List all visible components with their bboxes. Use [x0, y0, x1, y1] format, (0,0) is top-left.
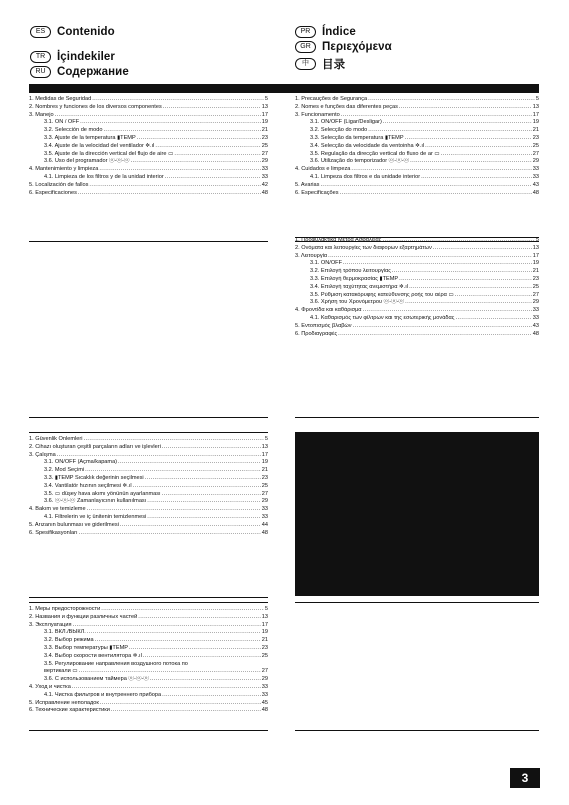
- toc-leader-dots: [328, 253, 532, 261]
- toc-entry-title: 1. Medidas de Seguridad: [29, 96, 92, 102]
- toc-leader-dots: [145, 475, 261, 483]
- empty-block-left: [29, 253, 268, 418]
- toc-entry-title: 1. Precauções de Segurança: [295, 96, 368, 102]
- toc-entry-title: 4.1. Limpeza dos filtros e da unidade interior: [310, 173, 421, 180]
- toc-entry: [29, 444, 268, 452]
- toc-entry-page: 27: [532, 291, 539, 298]
- toc-entry-title: 2. Nomes e funções das diferentes peças: [295, 103, 398, 110]
- toc-entry-page: 5: [264, 436, 268, 442]
- toc-entry-page: 25: [261, 142, 268, 149]
- toc-entry-title: 3. Funcionamento: [295, 111, 340, 118]
- toc-entry-title: 3.3. Selecção da temperatura ▮TEMP: [310, 134, 404, 141]
- toc-entry-page: 5: [535, 237, 539, 243]
- toc-entry-page: 21: [532, 127, 539, 134]
- toc-entry: [295, 331, 539, 339]
- toc-entry-title: 5. Localización de fallos: [29, 181, 89, 188]
- toc-entry-title: 3.3. Выбор температуры ▮TEMP: [44, 644, 128, 651]
- toc-entry-title: 3.1. ON / OFF: [44, 119, 80, 126]
- toc-leader-dots: [78, 190, 261, 198]
- toc-leader-dots: [368, 96, 535, 104]
- toc-entry: [29, 166, 268, 174]
- toc-leader-dots: [338, 331, 532, 339]
- toc-entry: [295, 260, 539, 268]
- toc-leader-dots: [162, 692, 261, 700]
- toc-leader-dots: [131, 158, 261, 166]
- toc-entry-page: 33: [261, 506, 268, 513]
- toc-entry-title: 3.4. Επιλογή ταχύτητας ανεμιστήρα ✲.ıl: [310, 283, 409, 290]
- toc-entry: [295, 182, 539, 190]
- toc-entry-title: 6. Технические характеристики: [29, 707, 110, 714]
- toc-entry-page: 27: [261, 150, 268, 157]
- toc-entry-page: 19: [261, 459, 268, 466]
- toc-leader-dots: [409, 284, 532, 292]
- toc-entry-title: 4.1. Чистка фильтров и внутреннего прибора: [44, 691, 162, 698]
- toc-leader-dots: [129, 645, 261, 653]
- toc-entry-page: 5: [264, 606, 268, 612]
- toc-leader-dots: [72, 684, 261, 692]
- toc-entry: [29, 637, 268, 645]
- toc-entry-title: 3.4. Selecção da velocidade da ventoinha ✲.ıl: [310, 142, 425, 149]
- toc-entry: [295, 253, 539, 261]
- toc-entry-page: 25: [261, 652, 268, 659]
- toc-leader-dots: [162, 491, 261, 499]
- toc-leader-dots: [89, 182, 260, 190]
- toc-leader-dots: [392, 268, 532, 276]
- toc-entry-title: 4.1. Καθαρισμός των φίλτρων και της εσωτερικής μονάδας: [310, 314, 455, 321]
- toc-entry-title: 3.3. Επιλογή θερμοκρασίας ▮TEMP: [310, 275, 399, 282]
- toc-entry-title: 3.2. Mod Seçimi: [44, 467, 85, 474]
- toc-entry: [295, 315, 539, 323]
- page-number: 3: [510, 768, 540, 788]
- toc-entry-page: 19: [532, 119, 539, 126]
- toc-es: [29, 96, 268, 242]
- toc-entry-page: 23: [532, 275, 539, 282]
- toc-entry-page: 48: [261, 707, 268, 714]
- toc-entry: [29, 104, 268, 112]
- toc-entry-title: 2. Cihazı oluşturan çeşitli parçaların adları ve işlevleri: [29, 443, 161, 450]
- header-divider-bar: [29, 84, 539, 93]
- toc-entry-page: 23: [261, 644, 268, 651]
- toc-entry-title: 4. Cuidados e limpeza: [295, 166, 351, 173]
- toc-entry: [29, 606, 268, 614]
- toc-entry-title: 3.6. Uso del programador ⓞ-ⓞ-ⓞ: [44, 158, 130, 165]
- toc-entry: [295, 119, 539, 127]
- toc-entry: [29, 174, 268, 182]
- toc-entry: [29, 459, 268, 467]
- toc-leader-dots: [99, 166, 260, 174]
- toc-leader-dots: [165, 174, 261, 182]
- toc-leader-dots: [118, 459, 261, 467]
- toc-entry-page: 29: [261, 498, 268, 505]
- toc-entry-page: 19: [532, 260, 539, 267]
- toc-leader-dots: [382, 237, 534, 245]
- toc-leader-dots: [405, 299, 532, 307]
- toc-leader-dots: [120, 522, 261, 530]
- toc-entry: [295, 127, 539, 135]
- toc-entry: [295, 143, 539, 151]
- toc-entry-page: 43: [532, 181, 539, 188]
- toc-entry-page: 27: [261, 490, 268, 497]
- toc-entry: [295, 292, 539, 300]
- toc-leader-dots: [320, 182, 531, 190]
- toc-leader-dots: [80, 119, 261, 127]
- toc-leader-dots: [353, 323, 532, 331]
- toc-entry: [295, 104, 539, 112]
- toc-entry-page: 23: [532, 134, 539, 141]
- toc-entry-title: 3.2. Выбор режима: [44, 637, 94, 644]
- toc-entry-title: 6. Especificaciones: [29, 189, 77, 196]
- toc-leader-dots: [410, 158, 532, 166]
- toc-entry-page: 5: [535, 96, 539, 102]
- toc-entry-page: 17: [532, 111, 539, 118]
- toc-entry-page: 43: [532, 322, 539, 329]
- toc-entry-page: 13: [532, 244, 539, 251]
- toc-entry: [295, 323, 539, 331]
- header-ru: [30, 66, 129, 78]
- toc-entry: [29, 127, 268, 135]
- toc-entry-page: 13: [261, 103, 268, 110]
- toc-entry: [29, 653, 268, 661]
- language-badge-gr: GR: [295, 41, 316, 53]
- toc-entry-page: 48: [261, 529, 268, 536]
- toc-entry: [29, 143, 268, 151]
- header-ch: [295, 56, 345, 72]
- toc-entry-title: 3.6. С использованием таймера ⓞ-ⓞ-ⓞ: [44, 676, 149, 683]
- toc-entry: [29, 622, 268, 630]
- toc-entry: [295, 96, 539, 104]
- toc-entry-title: 4. Bakım ve temizleme: [29, 506, 86, 513]
- toc-leader-dots: [85, 467, 261, 475]
- toc-entry: [29, 467, 268, 475]
- toc-entry-page: 45: [261, 699, 268, 706]
- toc-entry-page: 48: [261, 189, 268, 196]
- toc-leader-dots: [133, 483, 261, 491]
- toc-leader-dots: [147, 498, 260, 506]
- toc-entry: [295, 135, 539, 143]
- toc-entry-title: 1. Προφυλακτικά Μέτρα Ασφαλείας: [295, 237, 382, 243]
- header-gr: [295, 41, 392, 53]
- toc-entry: [29, 135, 268, 143]
- toc-entry-title: 2. Названия и функции различных частей: [29, 613, 138, 620]
- toc-entry: [29, 190, 268, 198]
- toc-entry: [295, 237, 539, 245]
- toc-entry-page: 21: [261, 127, 268, 134]
- toc-entry-title: 3. Λειτουργία: [295, 252, 328, 259]
- toc-entry: [29, 182, 268, 190]
- language-badge-ch: 中: [295, 58, 316, 70]
- toc-leader-dots: [441, 151, 532, 159]
- toc-entry-page: 21: [532, 268, 539, 275]
- toc-entry-page: 21: [261, 467, 268, 474]
- toc-leader-dots: [147, 514, 260, 522]
- toc-entry-title: 3. Manejo: [29, 111, 54, 118]
- toc-leader-dots: [87, 506, 261, 514]
- toc-entry-title: 3.3. ▮TEMP Sıcaklık değerinin seçilmesi: [44, 474, 144, 481]
- toc-entry-title: 3.6. Utilização do temporizador ⓞ-ⓞ-ⓞ: [310, 158, 410, 165]
- toc-leader-dots: [100, 700, 261, 708]
- toc-entry-title: 1. Güvenlik Önlemleri: [29, 436, 83, 442]
- toc-entry: [29, 491, 268, 499]
- toc-leader-dots: [455, 315, 531, 323]
- toc-leader-dots: [143, 653, 261, 661]
- toc-entry-title: вертикали ▭: [44, 668, 78, 675]
- toc-entry: [29, 692, 268, 700]
- toc-entry-title: 3.2. Επιλογή τρόπου λειτουργίας: [310, 268, 391, 275]
- toc-entry-title: 3.1. ON/OFF (Ligar/Desligar): [310, 119, 382, 126]
- toc-entry: [29, 96, 268, 104]
- toc-entry-page: 13: [261, 613, 268, 620]
- toc-entry-title: 4. Уход и чистка: [29, 683, 71, 690]
- toc-entry-page: 23: [261, 134, 268, 141]
- toc-entry: [29, 661, 268, 669]
- toc-entry: [295, 284, 539, 292]
- language-badge-es: ES: [30, 26, 51, 38]
- toc-entry: [29, 668, 268, 676]
- toc-entry: [29, 119, 268, 127]
- toc-entry: [295, 158, 539, 166]
- toc-entry-title: 3. Эксплуатация: [29, 621, 72, 628]
- toc-entry-title: 3.4. Vantilatör hızının seçilmesi ✲.ıl: [44, 482, 132, 489]
- toc-entry-page: 17: [261, 111, 268, 118]
- toc-entry-page: 17: [532, 252, 539, 259]
- toc-entry-page: 19: [261, 119, 268, 126]
- toc-entry-title: 3.5. Ρύθμιση κατακόρυφης κατεύθυνσης ροής του αέρα ▭: [310, 291, 454, 298]
- toc-entry-page: 27: [261, 668, 268, 675]
- toc-entry-title: 3.1. ВКЛ./ВЫКЛ.: [44, 629, 86, 636]
- toc-entry: [295, 268, 539, 276]
- toc-leader-dots: [95, 637, 261, 645]
- toc-gr-wrap: [295, 237, 539, 418]
- toc-entry: [295, 174, 539, 182]
- toc-leader-dots: [162, 444, 261, 452]
- toc-entry-title: 4. Φροντίδα και καθάρισμα: [295, 307, 362, 314]
- gr-top-rule: [295, 237, 539, 238]
- toc-entry: [295, 190, 539, 198]
- toc-leader-dots: [455, 292, 532, 300]
- toc-leader-dots: [368, 127, 532, 135]
- toc-entry-title: 3.6. Χρήση του Χρονόμετρου ⓞ-ⓞ-ⓞ: [310, 299, 405, 306]
- toc-leader-dots: [399, 276, 532, 284]
- toc-leader-dots: [433, 245, 532, 253]
- language-badge-pr: PR: [295, 26, 316, 38]
- toc-entry-title: 3.1. ON/OFF: [310, 260, 343, 267]
- toc-entry-title: 3.2. Selecção do modo: [310, 127, 368, 134]
- toc-entry-page: 33: [261, 173, 268, 180]
- toc-entry-page: 25: [261, 482, 268, 489]
- title-ch: 目录: [322, 59, 346, 71]
- toc-leader-dots: [343, 260, 532, 268]
- toc-entry-page: 17: [261, 621, 268, 628]
- toc-leader-dots: [73, 622, 261, 630]
- toc-entry: [295, 245, 539, 253]
- toc-entry-title: 3.6. ⓞ-ⓞ-ⓞ Zamanlayıcının kullanılması: [44, 498, 147, 505]
- toc-entry-page: 33: [532, 173, 539, 180]
- toc-leader-dots: [174, 151, 260, 159]
- toc-entry-title: 4. Mantenimiento y limpieza: [29, 166, 99, 173]
- title-es: Contenido: [57, 26, 115, 38]
- toc-entry-title: 3.4. Ajuste de la velocidad del ventilador ✲.ıl: [44, 142, 155, 149]
- toc-leader-dots: [155, 143, 260, 151]
- toc-entry-page: 21: [261, 637, 268, 644]
- toc-entry-page: 33: [261, 166, 268, 173]
- toc-entry-title: 4.1. Limpieza de los filtros y de la unidad interior: [44, 173, 164, 180]
- toc-leader-dots: [79, 668, 261, 676]
- toc-entry-page: 19: [261, 629, 268, 636]
- toc-leader-dots: [363, 307, 532, 315]
- toc-entry-title: 2. Ονόματα και λειτουργίες των διαφορων εξαρτημάτων: [295, 244, 432, 251]
- toc-leader-dots: [83, 436, 263, 444]
- title-pr: Índice: [322, 26, 356, 38]
- toc-entry: [295, 151, 539, 159]
- toc-entry-title: 2. Nombres y funciones de los diversos componentes: [29, 103, 162, 110]
- toc-entry: [29, 700, 268, 708]
- toc-entry-title: 3.4. Выбор скорости вентилятора ✲.ıl: [44, 652, 142, 659]
- toc-entry-title: 3.1. ON/OFF (Açma/kapama): [44, 459, 118, 466]
- title-tr: İçindekiler: [57, 51, 115, 63]
- black-block: [295, 432, 539, 596]
- toc-entry: [29, 158, 268, 166]
- title-ru: Содержание: [57, 66, 129, 78]
- toc-entry-page: 48: [532, 330, 539, 337]
- toc-entry: [29, 452, 268, 460]
- toc-entry: [29, 530, 268, 538]
- toc-entry-title: 3.5. Ajuste de la dirección vertical del flujo de aire ▭: [44, 150, 174, 157]
- toc-entry-page: 33: [532, 166, 539, 173]
- toc-leader-dots: [101, 606, 264, 614]
- toc-entry-title: 3.5. ▭ düşey hava akımı yönünün ayarlanması: [44, 490, 161, 497]
- toc-entry-title: 1. Меры предосторожности: [29, 606, 101, 612]
- toc-entry: [29, 522, 268, 530]
- toc-leader-dots: [425, 143, 532, 151]
- toc-entry-page: 33: [261, 683, 268, 690]
- toc-leader-dots: [137, 135, 261, 143]
- toc-entry: [29, 498, 268, 506]
- toc-entry: [29, 483, 268, 491]
- toc-leader-dots: [383, 119, 532, 127]
- language-badge-ru: RU: [30, 66, 51, 78]
- toc-leader-dots: [111, 707, 261, 715]
- toc-entry-page: 33: [532, 307, 539, 314]
- toc-entry: [29, 506, 268, 514]
- toc-entry-title: 5. Arızanın bulunması ve giderilmesi: [29, 521, 119, 528]
- toc-entry-title: 3. Çalışma: [29, 451, 56, 458]
- toc-entry-page: 13: [261, 443, 268, 450]
- toc-entry: [295, 166, 539, 174]
- toc-entry-page: 29: [261, 158, 268, 165]
- toc-entry-page: 29: [532, 158, 539, 165]
- toc-entry-page: 29: [261, 676, 268, 683]
- toc-entry-title: 6. Προδιαγραφές: [295, 330, 338, 337]
- toc-leader-dots: [87, 629, 261, 637]
- header-es: [30, 26, 115, 38]
- toc-entry-title: 6. Especificações: [295, 189, 339, 196]
- toc-entry-title: 3.3. Ajuste de la temperatura ▮TEMP: [44, 134, 136, 141]
- toc-leader-dots: [92, 96, 264, 104]
- toc-entry-title: 3.5. Regulação da direcção vertical do fluxo de ar ▭: [310, 150, 440, 157]
- toc-leader-dots: [55, 112, 261, 120]
- toc-entry: [29, 151, 268, 159]
- toc-entry-page: 48: [532, 189, 539, 196]
- toc-entry: [29, 676, 268, 684]
- toc-leader-dots: [103, 127, 260, 135]
- toc-entry: [29, 645, 268, 653]
- toc-entry-page: 23: [261, 474, 268, 481]
- toc-entry-title: 3.5. Регулирование направления воздушного потока по: [44, 660, 188, 667]
- toc-entry-page: 5: [264, 96, 268, 102]
- toc-entry-page: 33: [261, 513, 268, 520]
- language-badge-tr: TR: [30, 51, 51, 63]
- toc-entry-page: 44: [261, 521, 268, 528]
- header-pr: [295, 26, 356, 38]
- toc-entry-title: 5. Avarias: [295, 181, 320, 188]
- toc-leader-dots: [163, 104, 261, 112]
- toc-entry: [29, 514, 268, 522]
- toc-leader-dots: [340, 190, 532, 198]
- toc-entry: [29, 684, 268, 692]
- toc-leader-dots: [57, 452, 261, 460]
- toc-entry: [29, 707, 268, 715]
- toc-leader-dots: [405, 135, 532, 143]
- toc-entry-title: 6. Spesifikasyonları: [29, 529, 78, 536]
- toc-entry: [29, 629, 268, 637]
- toc-entry-title: 3.2. Selección de modo: [44, 127, 103, 134]
- toc-entry-title: 5. Исправление неполадок: [29, 699, 99, 706]
- toc-entry-title: 5. Εντοπισμός βλαβών: [295, 322, 352, 329]
- toc-leader-dots: [341, 112, 532, 120]
- toc-ru: [29, 602, 268, 731]
- toc-leader-dots: [421, 174, 532, 182]
- toc-leader-dots: [79, 530, 261, 538]
- toc-entry-title: 4.1. Filtrelerin ve iç ünitenin temizlenmesi: [44, 513, 147, 520]
- toc-entry-page: 29: [532, 299, 539, 306]
- toc-entry: [295, 307, 539, 315]
- toc-entry: [295, 112, 539, 120]
- toc-entry-page: 27: [532, 150, 539, 157]
- toc-entry-page: 33: [261, 691, 268, 698]
- toc-entry-page: 33: [532, 314, 539, 321]
- toc-entry-page: 13: [532, 103, 539, 110]
- header-tr: [30, 51, 115, 63]
- toc-entry: [295, 276, 539, 284]
- toc-entry: [29, 112, 268, 120]
- toc-entry-page: 42: [261, 181, 268, 188]
- toc-entry: [29, 614, 268, 622]
- toc-entry-page: 25: [532, 142, 539, 149]
- toc-entry-page: 25: [532, 283, 539, 290]
- toc-tr: [29, 432, 268, 598]
- toc-leader-dots: [351, 166, 531, 174]
- toc-leader-dots: [399, 104, 532, 112]
- toc-entry-page: 17: [261, 451, 268, 458]
- toc-entry: [29, 475, 268, 483]
- toc-entry: [295, 299, 539, 307]
- empty-block-right: [295, 602, 539, 731]
- toc-leader-dots: [138, 614, 261, 622]
- toc-entry: [29, 436, 268, 444]
- toc-leader-dots: [150, 676, 261, 684]
- toc-pr: [295, 96, 539, 242]
- title-gr: Περιεχόμενα: [322, 41, 392, 53]
